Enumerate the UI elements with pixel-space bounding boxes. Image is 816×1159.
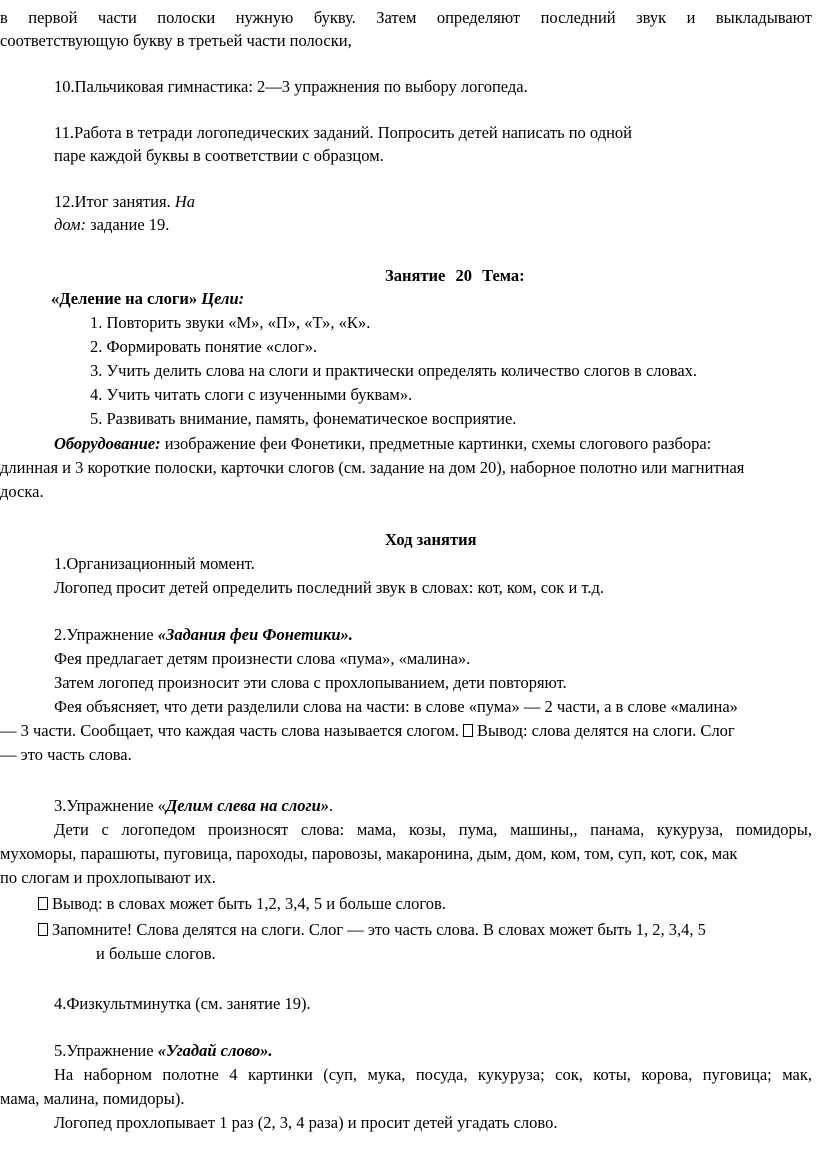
step-3-remember-line-2: и больше слогов. [96, 944, 216, 963]
step-2-name: «Задания феи Фонетики». [157, 625, 353, 644]
step-3-title [54, 794, 333, 817]
step-3-conclusion [38, 892, 446, 915]
step-1-title: 1.Организационный момент. [54, 554, 255, 573]
pointer-icon [38, 897, 48, 910]
item-12-line-1 [54, 190, 195, 213]
step-3-conclusion-text: Вывод: в словах может быть 1,2, 3,4, 5 и больше слогов. [52, 894, 446, 913]
step-2-line-4a: — 3 части. Сообщает, что каждая часть слова называется слогом. [0, 721, 460, 740]
step-2-line-2: Затем логопед произносит эти слова с прохлопыванием, дети повторяют. [54, 673, 567, 692]
equipment-label: Оборудование: [54, 434, 161, 453]
step-3-suffix: . [329, 796, 334, 815]
step-2-line-4b: Вывод: слова делятся на слоги. Слог [477, 721, 735, 740]
step-5-line-2: мама, малина, помидоры). [0, 1089, 185, 1108]
step-3-line-2: мухоморы, парашюты, пуговица, пароходы, паровозы, макаронина, дым, дом, ком, том, суп, кот, сок, мак [0, 844, 738, 863]
step-3-name: Делим слева на слоги» [165, 796, 330, 815]
step-2-line-3: Фея объясняет, что дети разделили слова на части: в слове «пума» — 2 части, а в слове «малина» [54, 697, 738, 716]
step-2-prefix: 2.Упражнение [54, 625, 158, 644]
step-2-line-4 [0, 719, 735, 742]
equipment-line-2: длинная и 3 короткие полоски, карточки слогов (см. задание на дом 20), наборное полотно или магнитная [0, 458, 745, 477]
goal-item: 3. Учить делить слова на слоги и практически определять количество слогов в словах. [90, 361, 698, 380]
intro-line-1: в первой части полоски нужную букву. Затем определяют последний звук и выкладывают [0, 8, 812, 27]
item-12-line-2 [54, 213, 169, 236]
equipment-line-1 [54, 432, 711, 455]
goals-label: Цели: [201, 289, 245, 308]
step-3-line-3: по слогам и прохлопывают их. [0, 868, 216, 887]
item-10: 10.Пальчиковая гимнастика: 2—3 упражнения по выбору логопеда. [54, 77, 528, 96]
intro-line-2: соответствующую букву в третьей части полоски, [0, 31, 352, 50]
goal-item: 4. Учить читать слоги с изученными буквам». [90, 385, 413, 404]
step-1-text: Логопед просит детей определить последний звук в словах: кот, ком, сок и т.д. [54, 578, 605, 597]
equipment-line-3: доска. [0, 482, 44, 501]
item-12-italic: На [174, 192, 195, 211]
item-12-dom: дом: [54, 215, 86, 234]
step-2-title [54, 623, 353, 646]
goal-item: 1. Повторить звуки «М», «П», «Т», «К». [90, 313, 371, 332]
step-3-remember-line-1 [38, 918, 706, 941]
course-heading: Ход занятия [385, 530, 477, 549]
step-2-line-5: — это часть слова. [0, 745, 132, 764]
step-5-name: «Угадай слово». [157, 1041, 273, 1060]
item-11-line-1: 11.Работа в тетради логопедических заданий. Попросить детей написать по одной [54, 123, 633, 142]
pointer-icon [463, 724, 473, 737]
step-5-line-3: Логопед прохлопывает 1 раз (2, 3, 4 раза) и просит детей угадать слово. [54, 1113, 558, 1132]
lesson-theme-line [51, 287, 244, 310]
goal-item: 2. Формировать понятие «слог». [90, 337, 318, 356]
pointer-icon [38, 923, 48, 936]
step-3-remember-text: Запомните! Слова делятся на слоги. Слог — это часть слова. В словах может быть 1, 2, 3,4, 5 [52, 920, 706, 939]
goal-item: 5. Развивать внимание, память, фонематическое восприятие. [90, 409, 517, 428]
lesson-heading: Занятие 20 Тема: [385, 266, 525, 285]
item-11-line-2: паре каждой буквы в соответствии с образцом. [54, 146, 384, 165]
step-3-prefix: 3.Упражнение « [54, 796, 166, 815]
lesson-theme: «Деление на слоги» [51, 289, 202, 308]
step-5-line-1: На наборном полотне 4 картинки (суп, мука, посуда, кукуруза; сок, коты, корова, пуговица; мак, [54, 1065, 812, 1084]
equipment-text: изображение феи Фонетики, предметные картинки, схемы слогового разбора: [160, 434, 712, 453]
item-12-text: 12.Итог занятия. [54, 192, 175, 211]
step-5-prefix: 5.Упражнение [54, 1041, 158, 1060]
step-2-line-1: Фея предлагает детям произнести слова «пума», «малина». [54, 649, 471, 668]
step-4: 4.Физкультминутка (см. занятие 19). [54, 994, 311, 1013]
step-3-line-1: Дети с логопедом произносят слова: мама, козы, пума, машины,, панама, кукуруза, помидоры, [54, 820, 812, 839]
step-5-title [54, 1039, 273, 1062]
item-12-task: задание 19. [86, 215, 170, 234]
